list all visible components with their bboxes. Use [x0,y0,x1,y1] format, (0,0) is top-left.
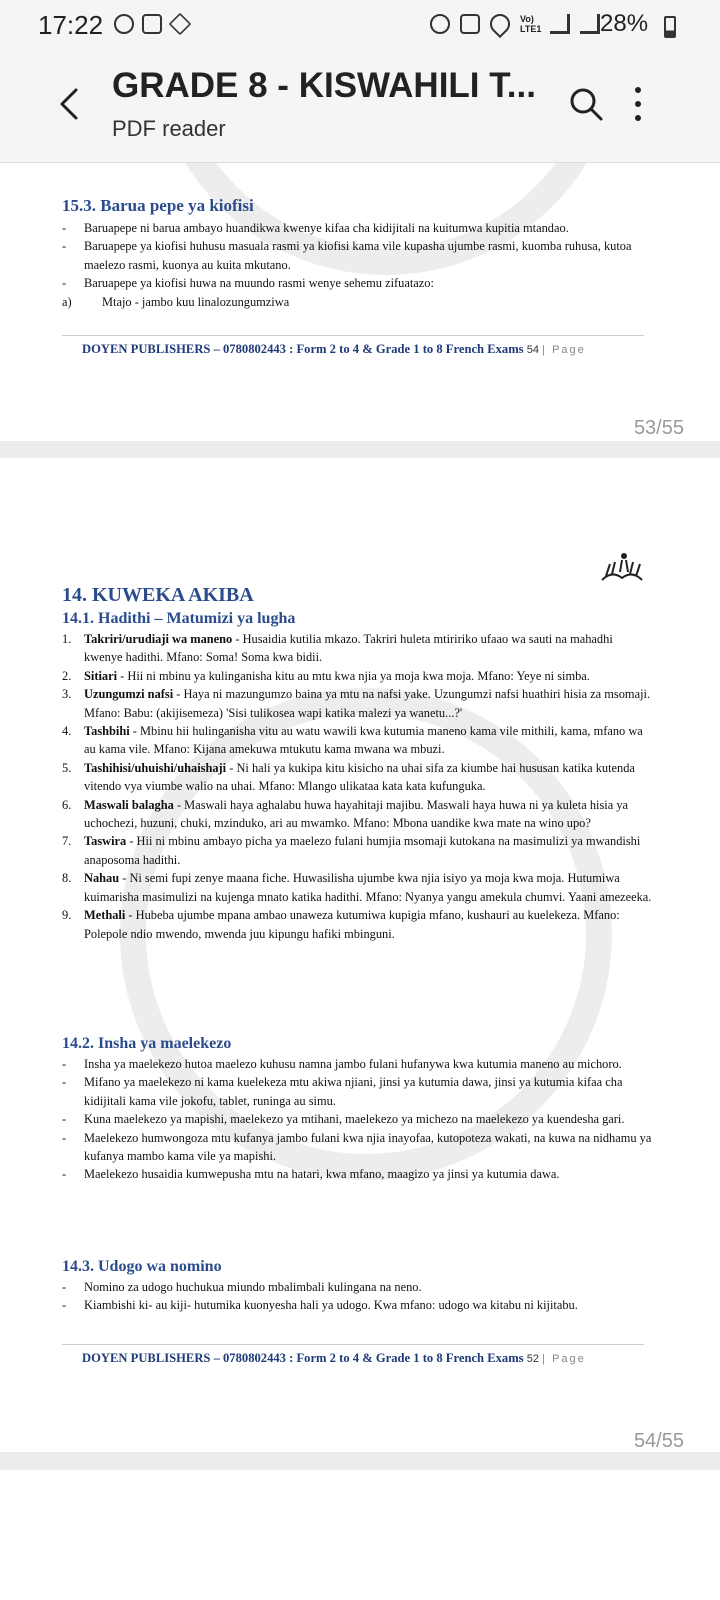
list-text: Maelekezo husaidia kumwepusha mtu na hatari, kwa mfano, maagizo ya jinsi ya kutumia dawa. [84,1167,560,1182]
battery-percent: 28% [600,10,649,37]
list-text: Insha ya maelekezo hutoa maelezo kuhusu namna jambo fulani hufanywa kwa kutumia maneno au michoro. [84,1057,622,1071]
list-term: Maswali balagha [84,797,174,812]
chapter-heading: 14. KUWEKA AKIBA [62,584,254,606]
list-term: Methali [84,908,126,923]
list-text: Nomino za udogo huchukua miundo mbalimbali kulingana na neno. [84,1280,422,1294]
list-item [60,293,652,311]
list-text: Maelekezo humwongoza mtu kufanya jambo fulani kwa njia inayofaa, kutopoteza wakati, na kuwa na nidhamu ya kufanya mambo kama vile ya mapishi. [84,1130,652,1164]
page-indicator: 54/55 [633,1430,684,1452]
list-text: Baruapepe ya kiofisi huwa na muundo rasmi wenye sehemu zifuatazo: [84,276,434,291]
list-marker: - [62,239,67,254]
system-icons [430,14,600,34]
list-item [60,796,652,833]
pdf-page-53[interactable] [0,163,720,441]
list-marker: 2. [62,668,72,683]
signal-icon-2 [580,14,600,34]
list-text: - Maswali haya aghalabu huwa hayahitaji majibu. Maswali haya huwa ni ya kuleta hisia ya uchochezi, huzuni, chuki, mzinduko, ari au mwamko. Mfano: Mbona uandike kwa mate na wino upo? [84,797,629,831]
list-text: Mifano ya maelekezo ni kama kuelekeza mtu akiwa njiani, jinsi ya kutumia dawa, jinsi ya kutumia kifaa cha kidijitali kama vile jokofu, tablet, runinga au simu. [84,1075,623,1108]
page-footer [62,335,644,357]
list-marker: - [62,1298,67,1313]
list-marker: 6. [62,797,72,812]
page-footer [62,1344,644,1366]
list-item [60,1055,652,1073]
footer-page-word: | Page [542,1353,586,1365]
mute-icon [460,14,480,34]
numbered-list [60,630,652,943]
list-text: Kuna maelekezo ya mapishi, maelekezo ya mtihani, maelekezo ya michezo na maelekezo ya kuendesha gari. [84,1112,625,1127]
app-bar [0,52,720,163]
document-title: GRADE 8 - KISWAHILI T... [112,66,536,105]
list-term: Nahau [84,871,120,886]
list-term: Taswira [84,834,127,849]
list-text: Kiambishi ki- au kiji- hutumika kuonyesha hali ya udogo. Kwa mfano: udogo wa kitabu ni kijitabu. [84,1298,578,1313]
bullet-list [60,1278,652,1315]
section-heading-14-2: 14.2. Insha ya maelekezo [62,1035,232,1052]
notification-icons [114,14,190,34]
battery-icon [664,16,676,38]
list-item [60,274,652,292]
list-item [60,832,652,869]
footer-page-number: 52 [526,1353,539,1365]
pdf-page-55[interactable] [0,1470,720,1600]
list-text: - Husaidia kutilia mkazo. Takriri huleta mtiririko ufaao wa sauti na mahadhi kwenye hadithi. Mfano: Soma! Soma kwa bidii. [84,632,613,665]
list-marker: - [62,276,67,291]
list-item [60,1278,652,1296]
lte-icon: Vo) LTE1 [520,14,542,34]
list-item [60,1110,652,1128]
bullet-list [60,219,652,311]
footer-page-word: | Page [542,344,586,356]
list-item [60,237,652,274]
list-marker: - [62,1075,67,1090]
publisher-logo-icon [600,550,644,584]
list-item [60,667,652,685]
list-marker: 7. [62,834,72,849]
list-text: - Hii ni mbinu ambayo picha ya maelezo fulani humjia msomaji kutokana na masimulizi ya mwandishi anaposoma hadithi. [84,834,641,867]
list-term: Sitiari [84,668,118,683]
list-item [60,869,652,906]
footer-publisher: DOYEN PUBLISHERS – 0780802443 : Form 2 to 4 & Grade 1 to 8 French Exams [82,1351,524,1365]
list-item [60,1165,652,1183]
section-heading: 15.3. Barua pepe ya kiofisi [62,196,254,215]
footer-publisher: DOYEN PUBLISHERS – 0780802443 : Form 2 to 4 & Grade 1 to 8 French Exams [82,342,524,356]
list-term: Uzungumzi nafsi [84,687,174,702]
pdf-page-54[interactable] [0,458,720,1452]
list-marker: - [62,1057,67,1071]
list-term: Tashbihi [84,724,130,739]
list-term: Tashihisi/uhuishi/uhaishaji [84,760,227,775]
status-bar [0,0,720,52]
drive-icon [169,13,192,36]
list-text: - Hubeba ujumbe mpana ambao unaweza kutumiwa kupigia mfano, kushauri au kuelekeza. Mfano: Polepole ndio mwendo, mwenda juu kipungu hafiki mbinguni. [84,908,620,941]
list-item [60,219,652,237]
list-item [60,1073,652,1110]
list-marker: - [62,1130,67,1145]
list-text: - Ni semi fupi zenye maana fiche. Huwasilisha ujumbe kwa njia isiyo ya moja kwa moja. Hutumiwa kuimarisha masimulizi na kujenga mnato katika hadithi. Mfano: Nyanya yangu amekula chumvi. Yaani amezeeka. [84,871,652,904]
list-text: Baruapepe ya kiofisi huhusu masuala rasmi ya kiofisi kama vile kupasha ujumbe rasmi, kuomba ruhusa, kutoa maelezo rasmi, kuonya au kuita mkutano. [84,239,632,272]
list-item [60,1129,652,1166]
list-marker: 8. [62,871,72,886]
section-heading-14-3: 14.3. Udogo wa nomino [62,1258,222,1275]
list-item [60,906,652,943]
status-time: 17:22 [38,10,104,40]
signal-icon-1 [550,14,570,34]
list-text: - Hii ni mbinu ya kulinganisha kitu au mtu kwa njia ya moja kwa moja. Mfano: Yeye ni simba. [117,668,590,683]
list-text: Baruapepe ni barua ambayo huandikwa kwenye kifaa cha kidijitali na kuitumwa kupitia mtandao. [84,221,569,235]
whatsapp-icon [114,14,134,34]
wifi-icon [486,10,514,38]
gallery-icon [142,14,162,34]
footer-page-number: 54 [526,344,539,356]
list-marker: 5. [62,760,72,775]
section-heading-14-1: 14.1. Hadithi – Matumizi ya lugha [62,610,296,627]
back-arrow-icon[interactable] [52,84,92,124]
list-marker: a) [62,294,72,309]
app-subtitle: PDF reader [112,116,226,141]
list-item [60,722,652,759]
list-marker: 9. [62,908,72,923]
list-item [60,759,652,796]
list-term: Takriri/urudiaji wa maneno [84,632,233,646]
list-text: - Ni hali ya kukipa kitu kisicho na uhai sifa za kiumbe hai hususan katika kutenda vitendo vya viumbe walio na uhai. Mfano: Mlango ulikataa kata kata kufunguka. [84,760,635,794]
list-marker: - [62,221,67,235]
list-text: - Haya ni mazungumzo baina ya mtu na nafsi yake. Uzungumzi nafsi huathiri hisia za msomaji. Mfano: Babu: (akijisemeza) 'Sisi tulikosea wapi katika malezi ya wanetu...?' [84,687,651,720]
list-item [60,630,652,667]
page-indicator: 53/55 [633,417,684,439]
list-text: Mtajo - jambo kuu linalozungumziwa [102,294,290,309]
list-item [60,685,652,722]
list-marker: - [62,1280,67,1294]
more-options-icon[interactable] [626,84,650,124]
list-marker: 4. [62,724,72,739]
list-marker: - [62,1167,67,1182]
list-text: - Mbinu hii hulinganisha vitu au watu wawili kwa kutumia maneno kama vile mithili, kama, mfano wa au kama vile. Mfano: Kijana amekuwa mtukutu kama mwana wa mbuzi. [84,724,643,757]
list-marker: 1. [62,632,72,646]
list-marker: - [62,1112,67,1127]
alarm-icon [430,14,450,34]
list-marker: 3. [62,687,72,702]
list-item [60,1296,652,1314]
search-icon[interactable] [566,84,606,124]
bullet-list [60,1055,652,1184]
